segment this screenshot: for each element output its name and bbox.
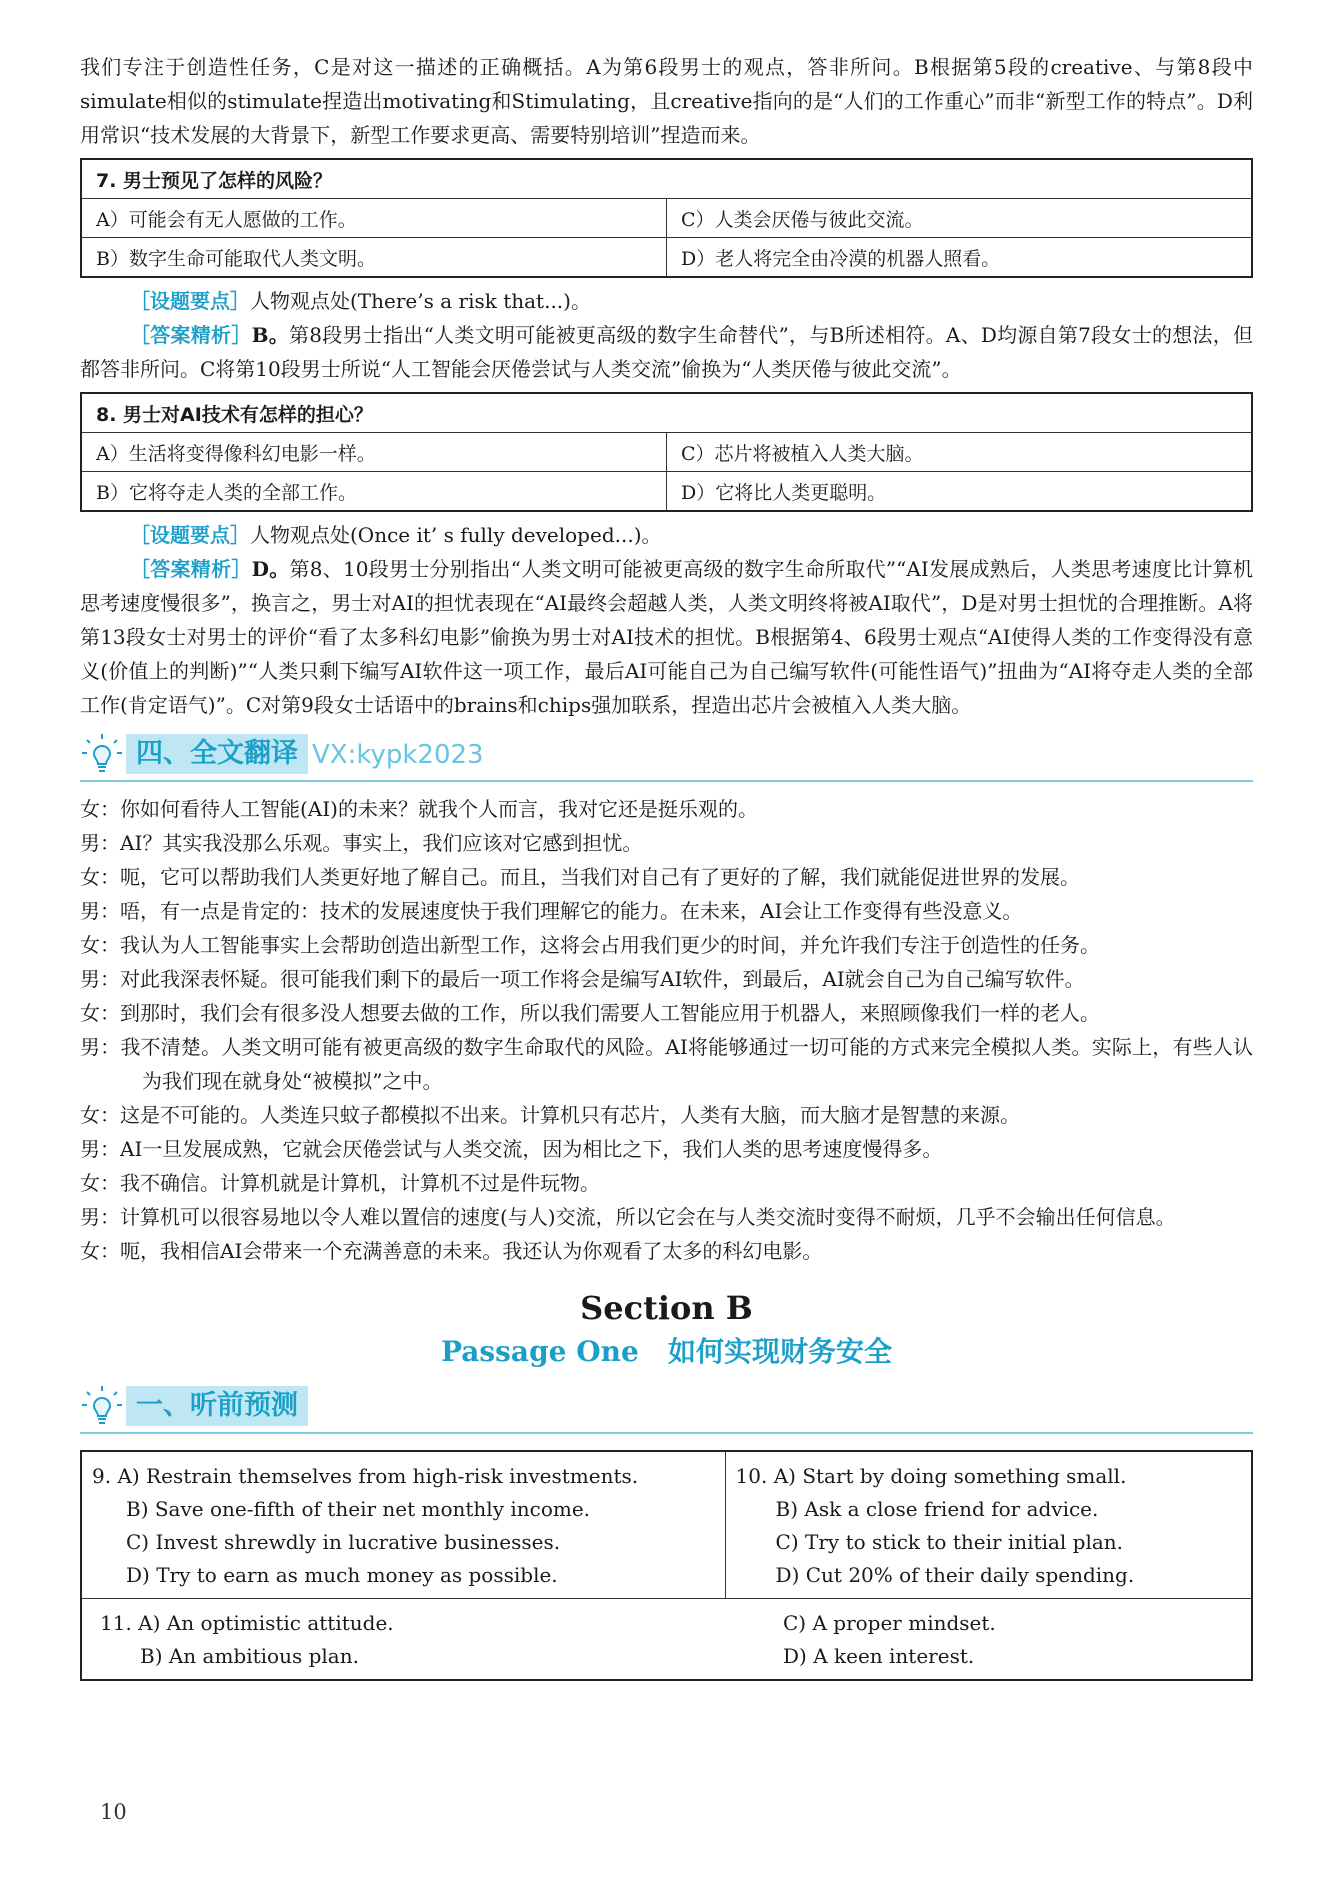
section-title: Section B [580,1289,753,1327]
dialogue-line: 女：你如何看待人工智能(AI)的未来？就我个人而言，我对它还是挺乐观的。 [80,797,758,821]
question-11-options [81,1599,1252,1681]
dialogue-line: 男：AI一旦发展成熟，它就会厌倦尝试与人类交流，因为相比之下，我们人类的思考速度慢得多。 [80,1137,943,1161]
q8-option-a: A）生活将变得像科幻电影一样。 [81,433,667,472]
q9-option-a: 9. A) Restrain themselves from high-risk investments. [92,1464,639,1488]
design-point-tag: ［设题要点］ [130,523,250,547]
q9-option-d: D) Try to earn as much money as possible. [126,1563,558,1587]
dialogue-line: 男：对此我深表怀疑。很可能我们剩下的最后一项工作将会是编写AI软件，到最后，AI就会自己为自己编写软件。 [80,967,1085,991]
question-10-options [725,1451,1252,1599]
prediction-options-table [80,1450,1253,1681]
prediction-heading [80,1382,1253,1434]
q11-option-b: B) An ambitious plan. [140,1644,359,1668]
design-point-tag: ［设题要点］ [130,289,250,313]
question-8-text: 8. 男士对AI技术有怎样的担心？ [81,393,1252,433]
q8-option-c: C）芯片将被植入人类大脑。 [667,433,1253,472]
q8-design-point [80,518,1253,552]
watermark-text: VX:kypk2023 [312,740,484,770]
analysis-tag: ［答案精析］ [130,557,252,581]
q7-option-b: B）数字生命可能取代人类文明。 [81,238,667,278]
translation-heading-label: 四、全文翻译 [126,734,308,774]
q7-option-c: C）人类会厌倦与彼此交流。 [667,199,1253,238]
question-8-table [80,392,1253,512]
q9-option-b: B) Save one-fifth of their net monthly income. [126,1497,591,1521]
passage-label: Passage One [440,1335,639,1368]
q8-analysis [80,552,1253,722]
dialogue-line: 女：呃，我相信AI会带来一个充满善意的未来。我还认为你观看了太多的科幻电影。 [80,1239,823,1263]
dialogue-line: 女：呃，它可以帮助我们人类更好地了解自己。而且，当我们对自己有了更好的了解，我们就能促进世界的发展。 [80,865,1080,889]
dialogue-line: 女：我不确信。计算机就是计算机，计算机不过是件玩物。 [80,1171,600,1195]
question-7-table [80,158,1253,278]
q10-option-a: 10. A) Start by doing something small. [735,1464,1127,1488]
page-number: 10 [100,1800,127,1824]
intro-paragraph: 我们专注于创造性任务，C是对这一描述的正确概括。A为第6段男士的观点，答非所问。B根据第5段的creative、与第8段中simulate相似的stimulate捏造出motivating和Stimulating，且creative指向的是“人们的工作重心”而非“新型工作的特点”。D利用常识“技术发展的大背景下，新型工作要求更高、需要特别培训”捏造而来。 [80,55,1253,147]
q7-design-point [80,284,1253,318]
q11-option-a: 11. A) An optimistic attitude. [100,1611,394,1635]
translation-heading [80,730,1253,782]
design-point-text: 人物观点处(Once it’ s fully developed...)。 [250,523,662,547]
answer-letter: B。 [251,323,290,347]
dialogue-line: 男：唔，有一点是肯定的：技术的发展速度快于我们理解它的能力。在未来，AI会让工作变得有些没意义。 [80,899,1023,923]
answer-letter: D。 [251,557,290,581]
passage-topic: 如何实现财务安全 [668,1335,893,1368]
q7-option-a: A）可能会有无人愿做的工作。 [81,199,667,238]
passage-title [80,1330,1253,1374]
translation-dialogue [80,792,1253,1268]
q7-analysis [80,318,1253,386]
q9-option-c: C) Invest shrewdly in lucrative businesses. [126,1530,561,1554]
dialogue-line: 男：我不清楚。人类文明可能有被更高级的数字生命取代的风险。AI将能够通过一切可能的方式来完全模拟人类。实际上，有些人认为我们现在就身处“被模拟”之中。 [80,1035,1253,1093]
q10-option-b: B) Ask a close friend for advice. [775,1497,1099,1521]
dialogue-line: 女：这是不可能的。人类连只蚊子都模拟不出来。计算机只有芯片，人类有大脑，而大脑才是智慧的来源。 [80,1103,1020,1127]
q8-option-b: B）它将夺走人类的全部工作。 [81,472,667,512]
lightbulb-icon [80,1384,124,1428]
question-7-text: 7. 男士预见了怎样的风险？ [81,159,1252,199]
question-9-options [81,1451,725,1599]
lightbulb-icon [80,732,124,776]
dialogue-line: 男：AI？其实我没那么乐观。事实上，我们应该对它感到担忧。 [80,831,643,855]
prediction-heading-label: 一、听前预测 [126,1386,308,1426]
page-content [80,50,1253,1681]
q8-option-d: D）它将比人类更聪明。 [667,472,1253,512]
analysis-tag: ［答案精析］ [130,323,252,347]
dialogue-line: 女：到那时，我们会有很多没人想要去做的工作，所以我们需要人工智能应用于机器人，来照顾像我们一样的老人。 [80,1001,1100,1025]
q10-option-d: D) Cut 20% of their daily spending. [775,1563,1135,1587]
dialogue-line: 女：我认为人工智能事实上会帮助创造出新型工作，这将会占用我们更少的时间，并允许我们专注于创造性的任务。 [80,933,1100,957]
dialogue-line: 男：计算机可以很容易地以令人难以置信的速度(与人)交流，所以它会在与人类交流时变得不耐烦，几乎不会输出任何信息。 [80,1205,1176,1229]
q11-option-d: D) A keen interest. [783,1644,975,1668]
design-point-text: 人物观点处(There’s a risk that...)。 [250,289,591,313]
analysis-text: 第8段男士指出“人类文明可能被更高级的数字生命替代”，与B所述相符。A、D均源自第7段女士的想法，但都答非所问。C将第10段男士所说“人工智能会厌倦尝试与人类交流”偷换为“人类厌倦与彼此交流”。 [80,323,1254,381]
q7-option-d: D）老人将完全由冷漠的机器人照看。 [667,238,1253,278]
q10-option-c: C) Try to stick to their initial plan. [775,1530,1124,1554]
q11-option-c: C) A proper mindset. [783,1611,996,1635]
analysis-text: 第8、10段男士分别指出“人类文明可能被更高级的数字生命所取代”“AI发展成熟后，人类思考速度比计算机思考速度慢很多”，换言之，男士对AI的担忧表现在“AI最终会超越人类，人类文明终将被AI取代”，D是对男士担忧的合理推断。A将第13段女士对男士的评价“看了太多科幻电影”偷换为男士对AI技术的担忧。B根据第4、6段男士观点“AI使得人类的工作变得没有意义(价值上的判断)”“人类只剩下编写AI软件这一项工作，最后AI可能自己为自己编写软件(可能性语气)”扭曲为“AI将夺走人类的全部工作(肯定语气)”。C对第9段女士话语中的brains和chips强加联系，捏造出芯片会被植入人类大脑。 [80,557,1254,717]
